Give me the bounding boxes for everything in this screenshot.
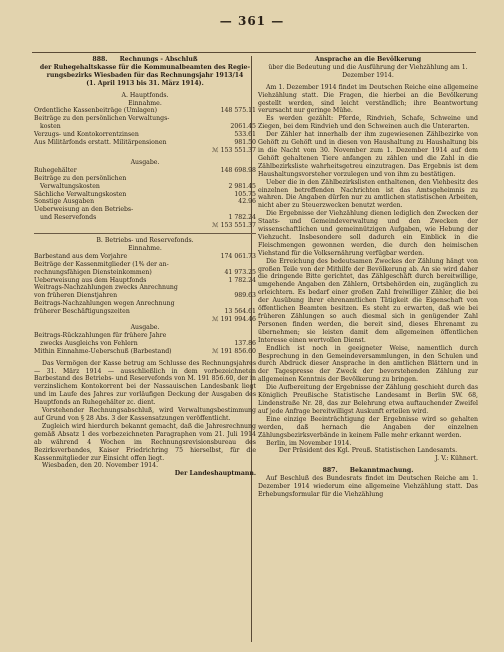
right-paragraph-4: Die Ergebnisse der Viehzählung dienen lediglich den Zwecken der Staats- und Gemeindeverwaltung und den Zwecken der wissenschaftlichen und gemeinnützigen Aufgaben, wie Hebung der Viehzucht. Insbesondere soll dadurch ein Einblick in die Fleischmengen gewonnen werden, die durch den heimischen Viehstand für die Volksernährung verfügbar werden.: [258, 210, 478, 257]
b-einnahme-row-2-label: rechnungsfähigen Diensteinkommen): [34, 268, 152, 276]
intro-line-0: der Ruhegehaltskasse für die Kommunalbeamten des Regie-: [39, 63, 251, 71]
ausgabe-row-1-label: Beiträge zu den persönlichen: [34, 174, 127, 182]
left-place-date: Wiesbaden, den 20. November 1914.: [42, 462, 159, 470]
left-paragraph-1: Das Vermögen der Kasse betrug am Schlusse des Rechnungsjahres — 31. März 1914 — ausschließlich in dem vorbezeichneten Barbestand des Betriebs- und Reservefonds von M. 191 856.60, der in verzinslichem Kontokorrent bei der Nassauischen Landesbank liegt und im Laufe des Jahres zur vorläufigen Deckung der Ausgaben des Hauptfonds an Ruhegehälter zc. dient.: [34, 359, 256, 407]
left-heading-line: [34, 56, 256, 64]
ausgabe-row-0-value: 148 698.98: [220, 166, 256, 174]
b-einnahme-row-7-value: 13 564.61: [224, 308, 256, 316]
page-number: — 361 —: [219, 14, 285, 28]
b-einnahme-row-1-label: Beiträge der Kassenmitglieder (1% der an-: [34, 260, 169, 268]
einnahme-row-3-value: 533.61: [234, 131, 256, 139]
right-paragraph-8: Eine einzige Beeinträchtigung der Ergebnisse wird so gehalten werden, daß hernach die Angaben der einzelnen Zählungsbezirksverbände in keinem Falle mehr erkannt werden.: [258, 415, 478, 439]
einnahme-row-0-label: Ordentliche Kassenbeiträge (Umlagen): [34, 107, 157, 115]
right-paragraph-2: Der Zähler hat innerhalb der ihm zugewiesenen Zählbezirke von Gehöft zu Gehöft und in diesen von Haushaltung zu Haushaltung bis in die Nacht vom 30. November zum 1. Dezember 1914 auf dem Gehöft gehaltenen Tiere anfangen zu zählen und die Zahl in die Zählbezirksliste wahrheitsgetreu einzutragen. Das Ergebnis ist dem Haushaltungsvorsteher vorzulegen und von ihm zu bestätigen.: [258, 131, 478, 178]
einnahme-row-4-label: Aus Militärfonds erstatt. Militärpensionen: [34, 139, 167, 147]
ausgabe-row-5: [34, 206, 256, 214]
ausgabe-row-0: [34, 167, 256, 175]
b-einnahme-row-0-value: 174 061.73: [220, 252, 256, 260]
b-einnahme-row-2: [34, 269, 256, 277]
right-paragraph-1: Es werden gezählt: Pferde, Rindvieh, Schafe, Schweine und Ziegen, bei dem Rindvieh und den Schweinen auch die Unterarten.: [258, 115, 478, 131]
right-place-date: Berlin, im November 1914.: [266, 439, 352, 447]
einnahme-row-1: [34, 115, 256, 123]
ausgabe-title: Ausgabe.: [130, 158, 160, 166]
left-column: [34, 56, 256, 478]
result-row: [34, 348, 256, 356]
right-subheading: über die Bedeutung und die Ausführung der Viehzählung am 1. Dezember 1914.: [268, 63, 468, 79]
left-paragraph-3: Zugleich wird hierdurch bekannt gemacht, daß die Jahresrechnung gemäß Absatz 1 des vorbezeichneten Paragraphen vom 21. Juli 1914 ab während 4 Wochen im Rechnungsrevisionsbureau des Bezirksverbandes, Kaiser Friedrichring 75 hierselbst, für die Kassenmitglieder zur Einsicht offen liegt.: [34, 422, 256, 462]
ausgabe-total: ℳ 153 551.37: [211, 222, 256, 230]
einnahme-row-0: [34, 107, 256, 115]
ausgabe-row-4-value: 42.96: [238, 198, 256, 206]
right-paragraph-7: Die Aufbereitung der Ergebnisse der Zählung geschieht durch das Königlich Preußische Statistische Landesamt in Berlin SW. 68, Lindenstraße Nr. 28, das zur Belehrung etwa auftauchender Zweifel auf jede Anfrage bereitwilligst Auskunft erteilen wird.: [258, 384, 478, 415]
ausgabe-row-6-value: 1 782.24: [228, 214, 256, 222]
notice-number: 888.: [92, 56, 108, 63]
right-paragraphs: [258, 84, 478, 440]
einnahme-title: Einnahme.: [128, 99, 162, 107]
b-einnahme-row-0-label: Barbestand aus dem Vorjahre: [34, 252, 128, 260]
right-signature-1: Der Präsident des Kgl. Preuß. Statistischen Landesamts.: [278, 447, 458, 455]
b-einnahme-list: [34, 253, 256, 316]
b-einnahme-row-5: [34, 292, 256, 300]
result-line: Mithin Einnahme-Ueberschuß (Barbestand): [34, 347, 172, 355]
bekanntmachung-heading-line: [258, 467, 478, 475]
ausgabe-row-6-label: und Reservefonds: [40, 214, 97, 222]
ausgabe-row-6: [34, 214, 256, 222]
einnahme-row-2: [34, 123, 256, 131]
b-einnahme-row-4-label: Weitrags-Nachzahlungen zwecks Anrechnung: [34, 284, 178, 292]
b-einnahme-row-3: [34, 277, 256, 285]
b-einnahme-row-2-value: 41 973.25: [224, 268, 256, 276]
left-paragraph-2: Vorstehender Rechnungsabschluß, wird Verwaltungsbestimmung auf Grund von § 28 Abs. 3 der Kassensatzungen veröffentlicht.: [34, 407, 256, 422]
b-einnahme-row-7: [34, 308, 256, 316]
header-rule: [32, 52, 476, 53]
left-signature: Der Landeshauptmann.: [174, 470, 256, 478]
ausgabe-row-5-label: Ueberweisung an den Betriebs-: [34, 206, 134, 214]
ausgabe-row-1: [34, 175, 256, 183]
b-total: ℳ 191 994.46: [211, 316, 256, 324]
b-einnahme-row-7-label: früherer Beschäftigungszeiten: [34, 308, 130, 316]
result-value: ℳ 191 856.60: [211, 347, 256, 355]
einnahme-total: ℳ 153 551.37: [211, 146, 256, 154]
einnahme-row-2-value: 2061.45: [230, 123, 256, 131]
einnahme-total-row: [34, 147, 256, 155]
right-paragraph-5: Die Erreichung des bedeutsamen Zweckes der Zählung hängt von großen Teile von der Mithilfe der Bevölkerung ab. An sie wird daher die dringende Bitte gerichtet, das Zählgeschäft durch bereitwillige, umgehende Angaben den Zählern, Ortsbehörden ein, zugänglich zu erleichtern. Es bedarf einer großen Zahl freiwilliger Zähler, die bei der Ausübung ihrer ehrenamtlichen Tätigkeit die Eigenschaft von öffentlichen Beamten besitzen. Es steht zu erwarten, daß wie bei früheren Zählungen so auch diesmal sich in genügender Zahl Personen finden werden, die bereit sind, dieses Ehrenamt zu übernehmen; sie leisten damit dem allgemeinen öffentlichen Interesse einen wertvollen Dienst.: [258, 257, 478, 344]
b-einnahme-row-6-label: Beitrags-Nachzahlungen wegen Anrechnung: [34, 300, 175, 308]
ausgabe-row-2: [34, 183, 256, 191]
einnahme-row-4-value: 981.50: [234, 139, 256, 147]
right-paragraph-0: Am 1. Dezember 1914 findet im Deutschen Reiche eine allgemeine Viehzählung statt. Die Fragen, die hierbei an die Bevölkerung gestellt werden, sind leicht verständlich; ihre Beantwortung verursacht nur geringe Mühe.: [258, 83, 478, 115]
b-einnahme-row-3-value: 1 782.24: [228, 276, 256, 284]
b-ausgabe-title: Ausgabe.: [130, 324, 160, 331]
ausgabe-row-3-label: Sächliche Verwaltungskosten: [34, 190, 127, 198]
right-heading: Ansprache an die Bevölkerung: [314, 56, 422, 63]
intro-line-2: (1. April 1913 bis 31. März 1914).: [86, 79, 204, 87]
left-heading: Rechnungs - Abschluß: [119, 56, 198, 63]
intro-line-1: rungsbezirks Wiesbaden für das Rechnungsjahr 1913/14: [46, 71, 244, 79]
einnahme-row-4: [34, 139, 256, 147]
b-einnahme-row-5-label: von früheren Dienstjahren: [34, 292, 118, 300]
ausgabe-total-row: [34, 222, 256, 230]
b-ausgabe-value: 137.86: [234, 339, 256, 347]
ausgabe-row-2-label: Verwaltungskosten: [40, 182, 100, 190]
ausgabe-list: [34, 167, 256, 222]
b-einnahme-row-6: [34, 300, 256, 308]
b-ausgabe-row-0: Beitrags-Rückzahlungen für frühere Jahre: [34, 331, 167, 339]
ausgabe-row-4: [34, 198, 256, 206]
ausgabe-row-3: [34, 191, 256, 199]
ausgabe-row-0-label: Ruhegehälter: [34, 166, 77, 174]
section-b-title: B. Betriebs- und Reservefonds.: [96, 237, 194, 245]
b-einnahme-row-0: [34, 253, 256, 261]
einnahme-list: [34, 107, 256, 147]
b-einnahme-row-4: [34, 284, 256, 292]
b-einnahme-row-5-value: 989.63: [234, 292, 256, 300]
right-paragraph-6: Endlich ist noch in geeigneter Weise, namentlich durch Besprechung in den Gemeindeversammlungen, in den Schulen und durch Abdruck dieser Ansprache in den amtlichen Blättern und in der Tagespresse der Zweck der bevorstehenden Zählung zur allgemeinen Kenntnis der Bevölkerung zu bringen.: [258, 344, 478, 384]
b-ausgabe-row-1: zwecks Ausgleichs von Fehlern 137.86: [40, 339, 256, 347]
einnahme-row-2-label: kosten: [40, 123, 61, 131]
b-einnahme-row-3-label: Ueberweisung aus dem Hauptfonds: [34, 276, 147, 284]
einnahme-row-1-label: Beiträge zu den persönlichen Verwaltungs-: [34, 115, 170, 123]
right-signature-2: J. V.: Kühnert.: [435, 455, 478, 463]
ausgabe-row-3-value: 105.75: [234, 190, 256, 198]
einnahme-row-3-label: Verzugs- und Kontokorrentzinsen: [34, 131, 139, 139]
ausgabe-row-2-value: 2 981.45: [228, 182, 256, 190]
right-column: [258, 56, 478, 499]
bek-heading: Bekanntmachung.: [349, 467, 414, 475]
bek-number: 887.: [322, 467, 338, 475]
b-total-row: [34, 316, 256, 324]
bek-text: Auf Beschluß des Bundesrats findet im Deutschen Reiche am 1. Dezember 1914 wiederum eine allgemeine Viehzählung statt. Das Erhebungsformular für die Viehzählung: [258, 475, 478, 498]
einnahme-row-3: [34, 131, 256, 139]
b-einnahme-title: Einnahme.: [128, 244, 162, 252]
ausgabe-row-4-label: Sonstige Ausgaben: [34, 198, 95, 206]
right-paragraph-3: Ueber die in den Zählbezirkslisten enthaltenen, den Viehbesitz des einzelnen betreffenden Nachrichten ist das Amtsgeheimnis zu wahren. Die Angaben dürfen nur zu amtlichen statistischen Arbeiten, nicht aber zu Steuerzwecken benutzt werden.: [258, 178, 478, 210]
b-einnahme-row-1: [34, 261, 256, 269]
einnahme-row-0-value: 148 575.11: [220, 107, 256, 115]
section-a-title: A. Hauptfonds.: [121, 91, 169, 99]
